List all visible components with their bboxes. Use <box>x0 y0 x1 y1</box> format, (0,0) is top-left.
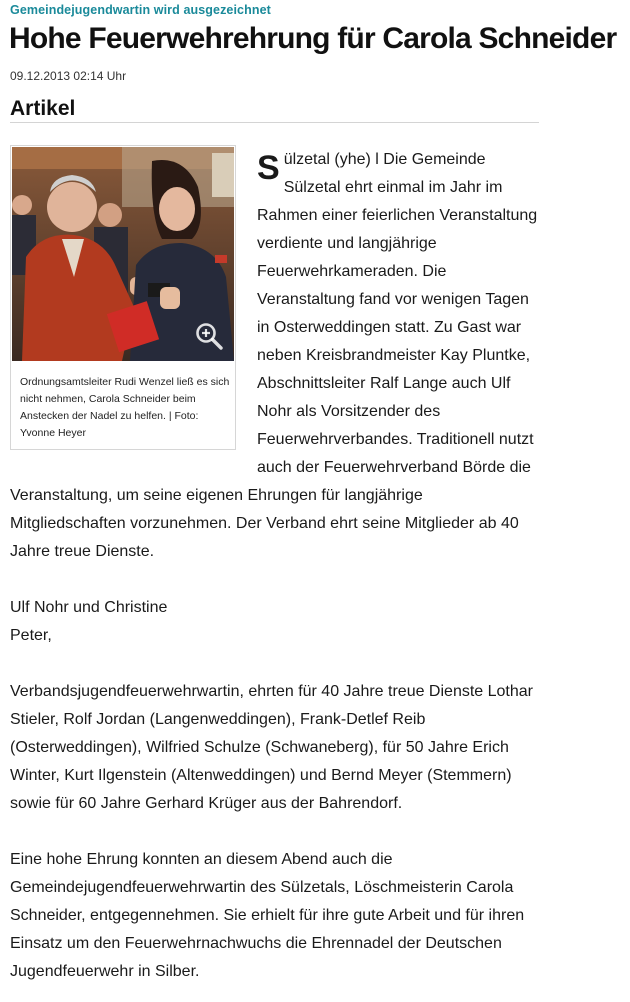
article-headline: Hohe Feuerwehrehrung für Carola Schneider <box>9 22 617 55</box>
section-divider <box>10 122 539 123</box>
article-dateline: 09.12.2013 02:14 Uhr <box>10 69 127 83</box>
figure-spacer <box>10 146 257 476</box>
paragraph-line: Peter, <box>10 627 52 644</box>
section-title: Artikel <box>10 97 76 120</box>
article-paragraph: Eine hohe Ehrung konnten an diesem Abend auch die Gemeindejugendfeuerwehrwartin des Sülzetals, Löschmeisterin Carola Schneider, entgegennehmen. Sie erhielt für ihre gute Arbeit und für ihren Einsatz um den Feuerwehrnachwuchs die Ehrennadel der Deutschen Jugendfeuerwehr in Silber. <box>10 851 525 980</box>
paragraph-gap <box>10 650 540 678</box>
paragraph-gap <box>10 566 540 594</box>
paragraph-gap <box>10 818 540 846</box>
paragraph-text: ülzetal (yhe) l Die Gemeinde Sülzetal ehrt einmal im Jahr im Rahmen einer feierlichen Veranstaltung verdiente und langjährige Feuerwehrkameraden. Die Veranstaltung fand vor wenigen Tagen in Osterweddingen statt. Zu Gast war neben Kreisbrandmeister Kay Pluntke, Abschnittsleiter Ralf Lange auch Ulf Nohr als Vorsitzender des Feuerwehrverbandes. Traditionell nutzt auch der Feuerwehrverband Börde die Veranstaltung, um seine eigenen Ehrungen für langjährige Mitgliedschaften vorzunehmen. Der Verband ehrt seine Mitglieder ab 40 Jahre treue Dienste. <box>10 151 538 560</box>
paragraph-line: Ulf Nohr und Christine <box>10 599 168 616</box>
article-kicker[interactable]: Gemeindejugendwartin wird ausgezeichnet <box>10 3 271 17</box>
article-paragraph <box>10 594 540 650</box>
article-body <box>10 146 540 986</box>
drop-cap: S <box>257 149 280 187</box>
article-paragraph: Verbandsjugendfeuerwehrwartin, ehrten für 40 Jahre treue Dienste Lothar Stieler, Rolf Jordan (Langenweddingen), Frank-Detlef Reib (Osterweddingen), Wilfried Schulze (Schwaneberg), für 50 Jahre Erich Winter, Kurt Ilgenstein (Altenweddingen) und Bernd Meyer (Stemmern) sowie für 60 Jahre Gerhard Krüger aus der Bahrendorf. <box>10 683 533 812</box>
figure-caption: Ordnungsamtsleiter Rudi Wenzel ließ es sich nicht nehmen, Carola Schneider beim Anstecken der Nadel zu helfen. | Foto: Yvonne Heyer <box>20 376 230 439</box>
